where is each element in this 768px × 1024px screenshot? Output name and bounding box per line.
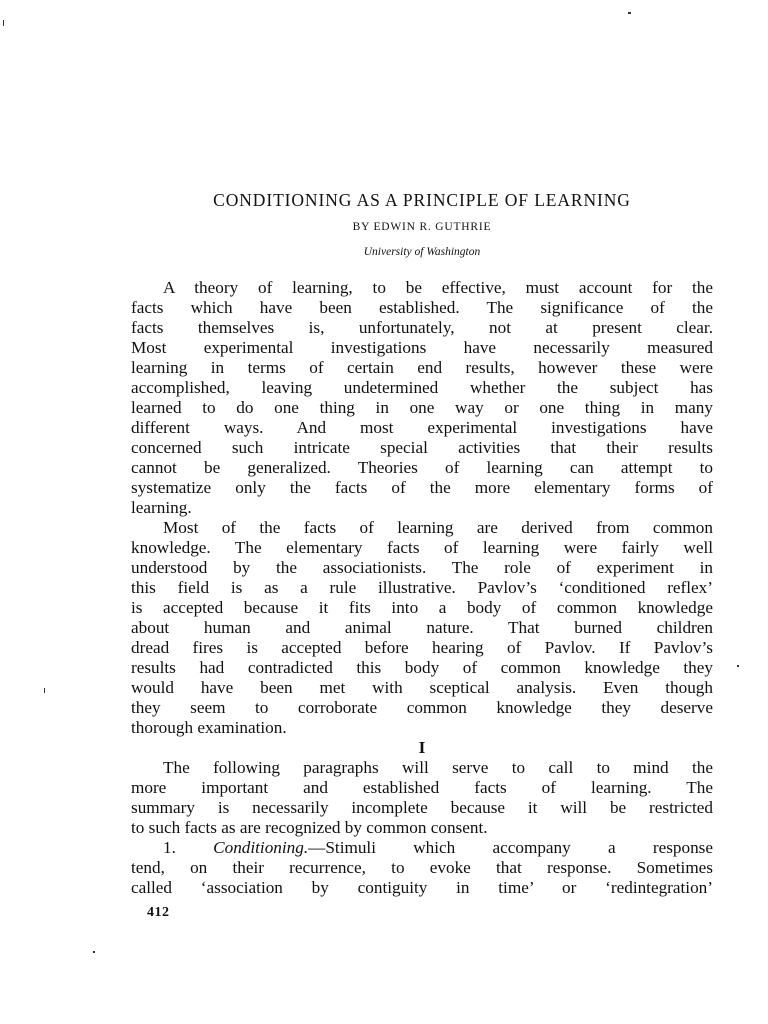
text-line: would have been met with sceptical analysis. Even though xyxy=(131,678,713,697)
text-line: accomplished, leaving undetermined whether the subject has xyxy=(131,378,713,397)
author-affiliation: University of Washington xyxy=(363,246,481,258)
page-number: 412 xyxy=(147,905,170,920)
text-line: tend, on their recurrence, to evoke that response. Sometimes xyxy=(131,858,713,877)
text-line: systematize only the facts of the more elementary forms of xyxy=(131,478,713,497)
text-line: dread fires is accepted before hearing of Pavlov. If Pavlov’s xyxy=(131,638,713,657)
text-line: about human and animal nature. That burned children xyxy=(131,618,713,637)
text-line: Most experimental investigations have necessarily measured xyxy=(131,338,713,357)
article-body xyxy=(131,278,713,898)
section-heading: I xyxy=(418,738,426,757)
text-line: summary is necessarily incomplete because it will be restricted xyxy=(131,798,713,817)
text-line: concerned such intricate special activities that their results xyxy=(131,438,713,457)
text-line: called ‘association by contiguity in time’ or ‘redintegration’ xyxy=(131,878,713,897)
text-line: cannot be generalized. Theories of learning can attempt to xyxy=(131,458,713,477)
text-line: different ways. And most experimental investigations have xyxy=(131,418,713,437)
scan-speck xyxy=(93,951,95,953)
text-line: more important and established facts of learning. The xyxy=(131,778,713,797)
author-byline: BY EDWIN R. GUTHRIE xyxy=(352,221,492,233)
text-line: The following paragraphs will serve to call to mind the xyxy=(163,758,713,777)
text-line: facts which have been established. The significance of the xyxy=(131,298,713,317)
text-line: 1. Conditioning.—Stimuli which accompany a response xyxy=(163,838,713,857)
text-line: they seem to corroborate common knowledge they deserve xyxy=(131,698,713,717)
text-line: A theory of learning, to be effective, must account for the xyxy=(163,278,713,297)
text-line: this field is as a rule illustrative. Pavlov’s ‘conditioned reflex’ xyxy=(131,578,713,597)
text-line: learning in terms of certain end results, however these were xyxy=(131,358,713,377)
text-line: understood by the associationists. The role of experiment in xyxy=(131,558,713,577)
text-line: thorough examination. xyxy=(131,718,287,737)
text-line: knowledge. The elementary facts of learning were fairly well xyxy=(131,538,713,557)
text-line: is accepted because it fits into a body of common knowledge xyxy=(131,598,713,617)
scan-speck xyxy=(44,688,45,693)
text-line: learned to do one thing in one way or one thing in many xyxy=(131,398,713,417)
scan-speck xyxy=(628,12,631,14)
text-line: learning. xyxy=(131,498,192,517)
text-line: Most of the facts of learning are derived from common xyxy=(163,518,713,537)
text-line: to such facts as are recognized by common consent. xyxy=(131,818,488,837)
scan-speck xyxy=(737,665,739,667)
text-line: results had contradicted this body of common knowledge they xyxy=(131,658,713,677)
scan-speck xyxy=(3,20,4,26)
text-line: facts themselves is, unfortunately, not at present clear. xyxy=(131,318,713,337)
article-title: CONDITIONING AS A PRINCIPLE OF LEARNING xyxy=(213,190,631,210)
